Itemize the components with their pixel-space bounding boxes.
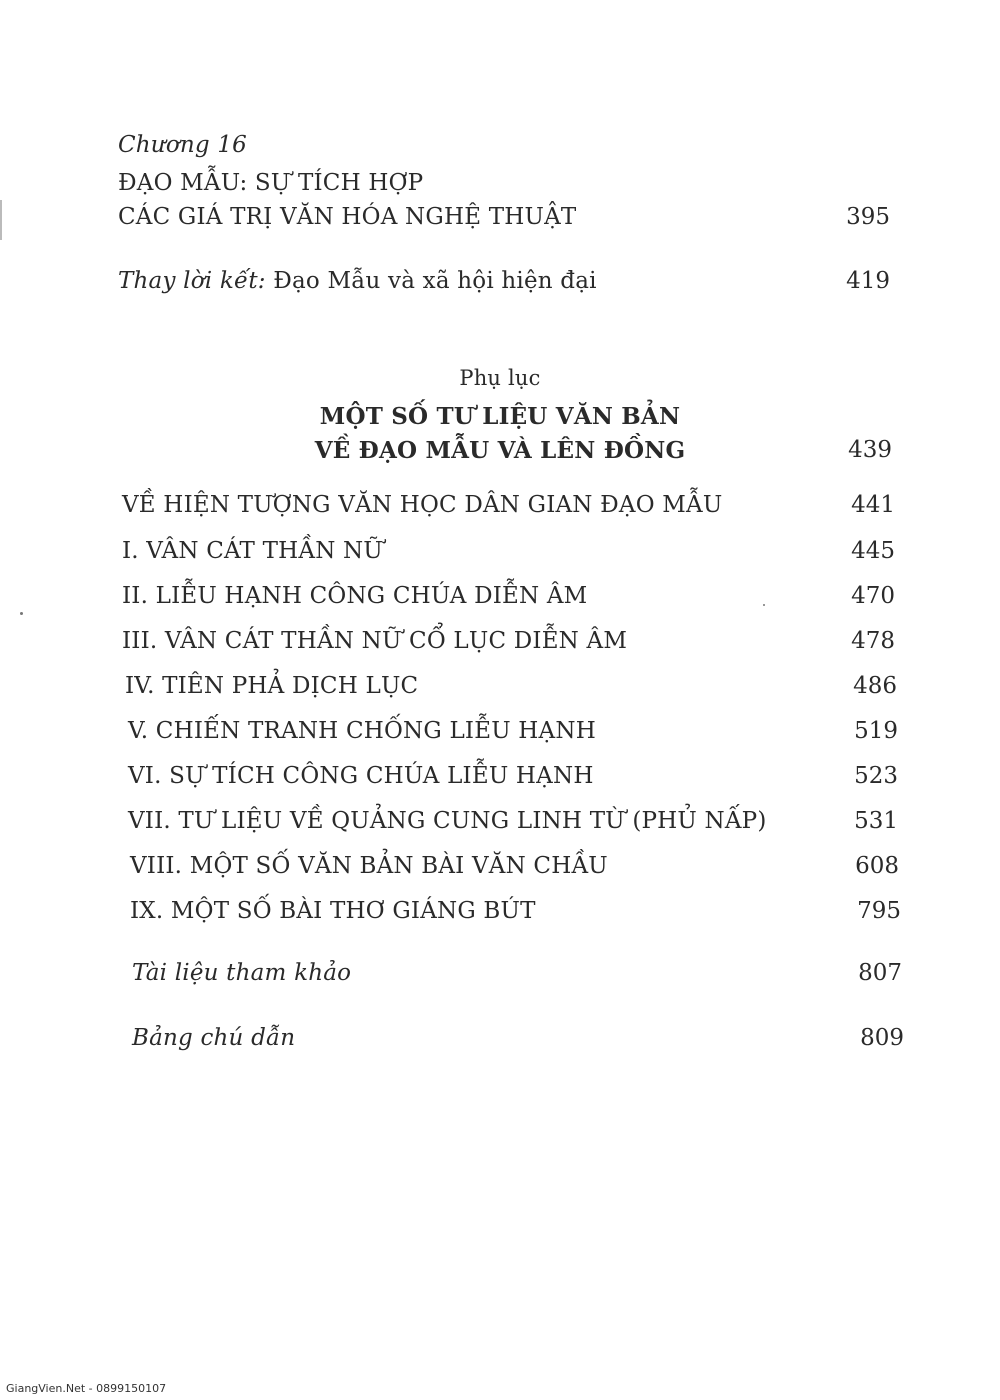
- toc-entry-page: 523: [854, 763, 898, 789]
- references-page-number: 807: [858, 960, 902, 986]
- appendix-title-line2: VỀ ĐẠO MẪU VÀ LÊN ĐỒNG: [314, 437, 686, 464]
- toc-entry-page: 519: [854, 718, 898, 744]
- chapter-title-line2: CÁC GIÁ TRỊ VĂN HÓA NGHỆ THUẬT: [118, 204, 577, 230]
- chapter-title-line1: ĐẠO MẪU: SỰ TÍCH HỢP: [118, 170, 424, 196]
- toc-entry-title: VIII. MỘT SỐ VĂN BẢN BÀI VĂN CHẦU: [130, 853, 608, 879]
- toc-entry-page: 478: [851, 628, 895, 654]
- toc-entry-page: 445: [851, 538, 895, 564]
- toc-entry-title: VỀ HIỆN TƯỢNG VĂN HỌC DÂN GIAN ĐẠO MẪU: [122, 492, 723, 518]
- appendix-label: Phụ lục: [459, 366, 541, 390]
- toc-entry-page: 531: [854, 808, 898, 834]
- index-page-number: 809: [860, 1025, 904, 1051]
- scan-speck: [763, 604, 765, 606]
- toc-entry-title: III. VÂN CÁT THẦN NỮ CỔ LỤC DIỄN ÂM: [122, 628, 628, 654]
- toc-entry-page: 795: [857, 898, 901, 924]
- toc-entry-page: 441: [851, 492, 895, 518]
- index-label: Bảng chú dẫn: [132, 1025, 296, 1051]
- scan-edge-mark: [0, 200, 2, 240]
- toc-entry-page: 470: [851, 583, 895, 609]
- scan-speck: [20, 612, 23, 615]
- toc-entry-title: VII. TƯ LIỆU VỀ QUẢNG CUNG LINH TỪ (PHỦ NẤP): [128, 808, 767, 834]
- toc-entry-title: V. CHIẾN TRANH CHỐNG LIỄU HẠNH: [128, 718, 596, 744]
- references-label: Tài liệu tham khảo: [132, 960, 352, 986]
- toc-entry-title: VI. SỰ TÍCH CÔNG CHÚA LIỄU HẠNH: [128, 763, 594, 789]
- toc-entry-page: 608: [855, 853, 899, 879]
- toc-entry-title: IX. MỘT SỐ BÀI THƠ GIÁNG BÚT: [130, 898, 536, 924]
- toc-entry-title: IV. TIÊN PHẢ DỊCH LỤC: [125, 673, 419, 699]
- footer-watermark: GiangVien.Net - 0899150107: [6, 1382, 167, 1395]
- toc-entry-page: 486: [853, 673, 897, 699]
- toc-entry-title: I. VÂN CÁT THẦN NỮ: [122, 538, 383, 564]
- appendix-page-number: 439: [848, 437, 892, 463]
- appendix-title-line1: MỘT SỐ TƯ LIỆU VĂN BẢN: [319, 403, 681, 430]
- conclusion-text: Đạo Mẫu và xã hội hiện đại: [273, 268, 597, 294]
- conclusion-page-number: 419: [846, 268, 890, 294]
- chapter-page-number: 395: [846, 204, 890, 230]
- toc-entry-title: II. LIỄU HẠNH CÔNG CHÚA DIỄN ÂM: [122, 583, 588, 609]
- conclusion-entry: [118, 268, 597, 294]
- conclusion-label: Thay lời kết:: [118, 268, 266, 294]
- chapter-label: Chương 16: [118, 132, 247, 158]
